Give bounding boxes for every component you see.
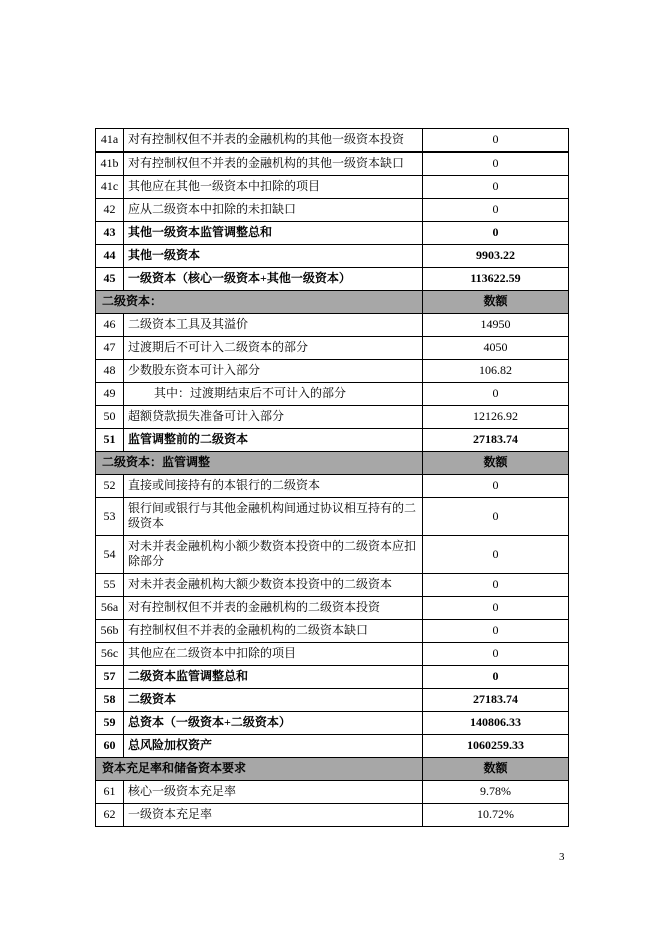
row-value: 14950: [423, 314, 569, 337]
table-row: [96, 199, 569, 222]
row-label: 少数股东资本可计入部分: [124, 360, 423, 383]
row-label: 一级资本（核心一级资本+其他一级资本）: [124, 268, 423, 291]
row-number: 56b: [96, 620, 124, 643]
section-header-label: 二级资本：: [96, 291, 423, 314]
table-row: [96, 781, 569, 804]
row-number: 41b: [96, 152, 124, 176]
row-value: 9903.22: [423, 245, 569, 268]
table-row: [96, 498, 569, 536]
row-label: 其他应在其他一级资本中扣除的项目: [124, 176, 423, 199]
row-label: 对有控制权但不并表的金融机构的其他一级资本投资: [124, 129, 423, 153]
section-header-amount-label: 数额: [423, 452, 569, 475]
row-value: 1060259.33: [423, 735, 569, 758]
row-number: 61: [96, 781, 124, 804]
row-number: 43: [96, 222, 124, 245]
row-value: 0: [423, 620, 569, 643]
row-value: 0: [423, 152, 569, 176]
table-row: [96, 597, 569, 620]
page-number: 3: [559, 851, 565, 863]
row-label: 过渡期后不可计入二级资本的部分: [124, 337, 423, 360]
row-label: 二级资本: [124, 689, 423, 712]
table-section-header-row: [96, 452, 569, 475]
row-value: 0: [423, 498, 569, 536]
row-label: 监管调整前的二级资本: [124, 429, 423, 452]
row-number: 46: [96, 314, 124, 337]
row-value: 0: [423, 383, 569, 406]
capital-adequacy-table: [95, 128, 569, 827]
table-row: [96, 643, 569, 666]
row-label: 二级资本工具及其溢价: [124, 314, 423, 337]
row-value: 0: [423, 574, 569, 597]
row-value: 0: [423, 222, 569, 245]
row-label: 直接或间接持有的本银行的二级资本: [124, 475, 423, 498]
table-row: [96, 360, 569, 383]
row-value: 0: [423, 643, 569, 666]
row-number: 52: [96, 475, 124, 498]
row-label: 二级资本监管调整总和: [124, 666, 423, 689]
row-label: 对未并表金融机构大额少数资本投资中的二级资本: [124, 574, 423, 597]
row-number: 44: [96, 245, 124, 268]
row-label: 应从二级资本中扣除的未扣缺口: [124, 199, 423, 222]
row-value: 0: [423, 666, 569, 689]
table-row: [96, 475, 569, 498]
row-number: 49: [96, 383, 124, 406]
row-label: 其他一级资本: [124, 245, 423, 268]
row-number: 56c: [96, 643, 124, 666]
table-row: [96, 314, 569, 337]
row-value: 140806.33: [423, 712, 569, 735]
row-number: 62: [96, 804, 124, 827]
row-label: 核心一级资本充足率: [124, 781, 423, 804]
row-label: 超额贷款损失准备可计入部分: [124, 406, 423, 429]
row-number: 58: [96, 689, 124, 712]
row-label: 对有控制权但不并表的金融机构的二级资本投资: [124, 597, 423, 620]
row-number: 55: [96, 574, 124, 597]
row-number: 41c: [96, 176, 124, 199]
row-label: 其中：过渡期结束后不可计入的部分: [124, 383, 423, 406]
row-label: 银行间或银行与其他金融机构间通过协议相互持有的二级资本: [124, 498, 423, 536]
table-row: [96, 735, 569, 758]
row-number: 47: [96, 337, 124, 360]
table-row: [96, 383, 569, 406]
row-value: 0: [423, 199, 569, 222]
row-number: 53: [96, 498, 124, 536]
row-number: 50: [96, 406, 124, 429]
section-header-label: 二级资本：监管调整: [96, 452, 423, 475]
table-section-header-row: [96, 758, 569, 781]
row-label: 其他一级资本监管调整总和: [124, 222, 423, 245]
row-number: 41a: [96, 129, 124, 153]
row-number: 42: [96, 199, 124, 222]
table-row: [96, 222, 569, 245]
table-row: [96, 536, 569, 574]
table-row: [96, 666, 569, 689]
table-row: [96, 620, 569, 643]
row-number: 48: [96, 360, 124, 383]
row-label: 有控制权但不并表的金融机构的二级资本缺口: [124, 620, 423, 643]
row-value: 9.78%: [423, 781, 569, 804]
table-row: [96, 337, 569, 360]
section-header-label: 资本充足率和储备资本要求: [96, 758, 423, 781]
table-row: [96, 152, 569, 176]
row-value: 0: [423, 129, 569, 153]
row-label: 总资本（一级资本+二级资本）: [124, 712, 423, 735]
row-value: 0: [423, 176, 569, 199]
section-header-amount-label: 数额: [423, 758, 569, 781]
row-value: 0: [423, 597, 569, 620]
row-label: 一级资本充足率: [124, 804, 423, 827]
table-row: [96, 129, 569, 153]
table-row: [96, 712, 569, 735]
table-section-header-row: [96, 291, 569, 314]
table-row: [96, 804, 569, 827]
row-value: 0: [423, 475, 569, 498]
table-row: [96, 689, 569, 712]
row-value: 12126.92: [423, 406, 569, 429]
row-number: 56a: [96, 597, 124, 620]
capital-table-body: [96, 129, 569, 827]
table-row: [96, 406, 569, 429]
row-value: 27183.74: [423, 689, 569, 712]
row-value: 113622.59: [423, 268, 569, 291]
table-row: [96, 245, 569, 268]
row-value: 4050: [423, 337, 569, 360]
row-number: 54: [96, 536, 124, 574]
row-label: 总风险加权资产: [124, 735, 423, 758]
row-label: 对未并表金融机构小额少数资本投资中的二级资本应扣除部分: [124, 536, 423, 574]
row-value: 106.82: [423, 360, 569, 383]
section-header-amount-label: 数额: [423, 291, 569, 314]
row-number: 51: [96, 429, 124, 452]
row-number: 60: [96, 735, 124, 758]
row-label: 对有控制权但不并表的金融机构的其他一级资本缺口: [124, 152, 423, 176]
row-label: 其他应在二级资本中扣除的项目: [124, 643, 423, 666]
row-number: 57: [96, 666, 124, 689]
table-row: [96, 574, 569, 597]
row-number: 59: [96, 712, 124, 735]
row-number: 45: [96, 268, 124, 291]
row-value: 27183.74: [423, 429, 569, 452]
table-row: [96, 268, 569, 291]
table-row: [96, 429, 569, 452]
row-value: 0: [423, 536, 569, 574]
table-row: [96, 176, 569, 199]
row-value: 10.72%: [423, 804, 569, 827]
